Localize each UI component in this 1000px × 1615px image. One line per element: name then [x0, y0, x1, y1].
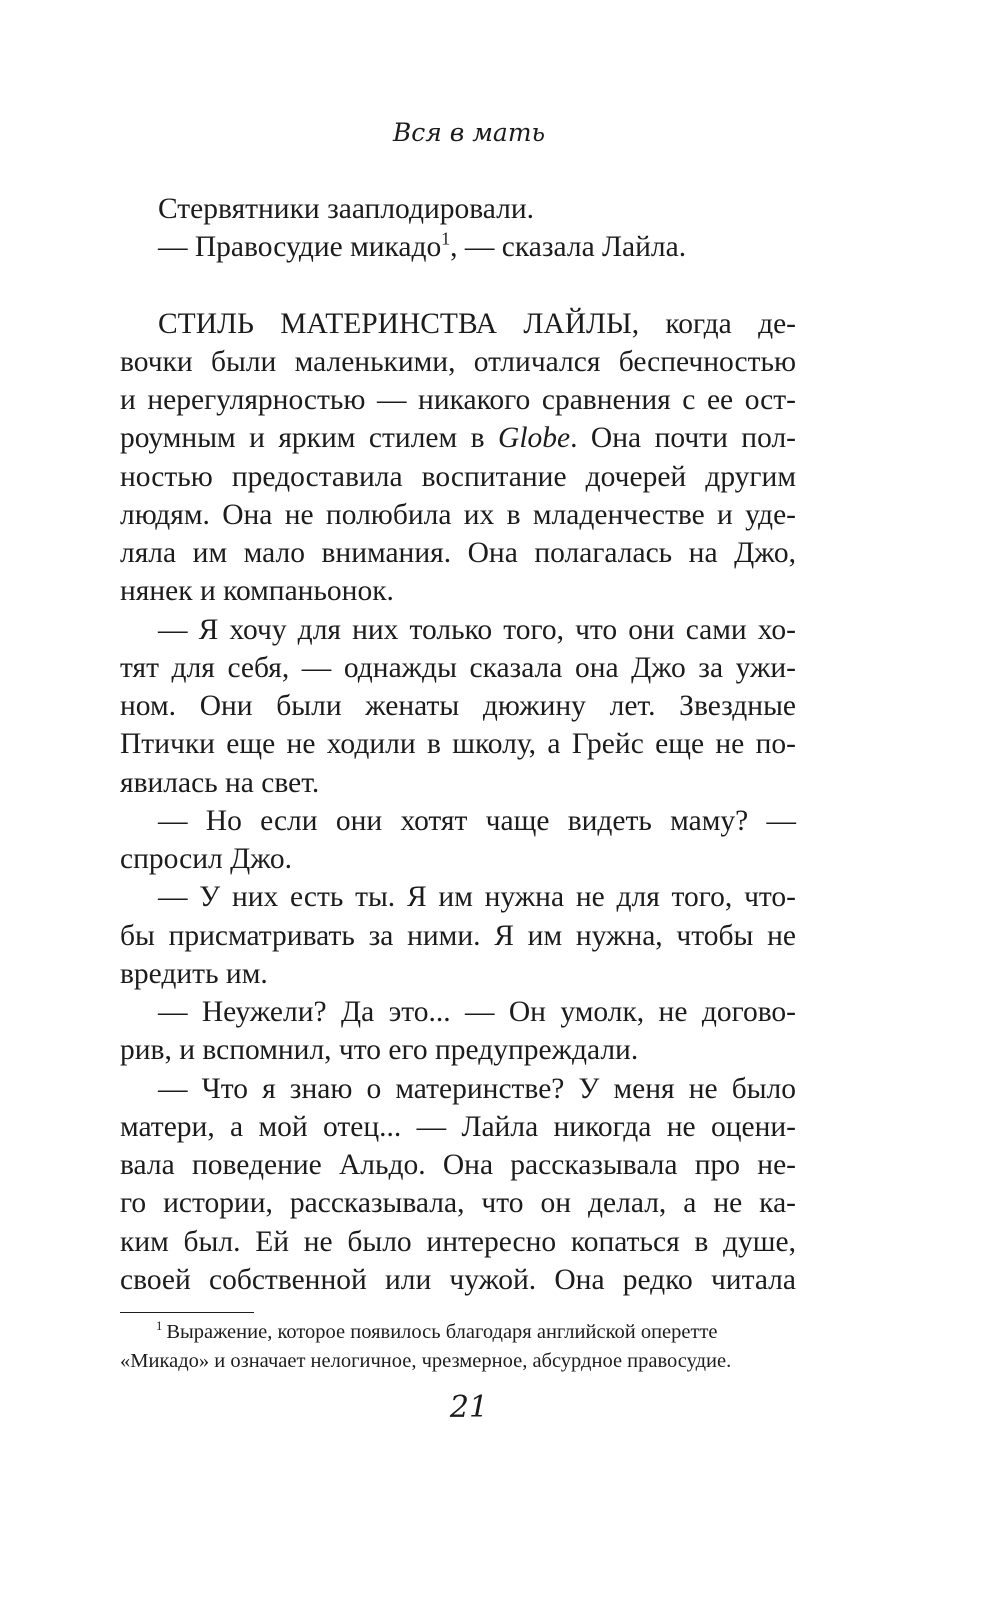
text-line: явилась на свет. — [120, 766, 320, 799]
text-line: вала поведение Альдо. Она рассказывала про не- — [120, 1149, 796, 1181]
text-line: — У них есть ты. Я им нужна не для того, что- — [158, 881, 796, 914]
text-line — [120, 419, 796, 457]
footnote-line — [120, 1318, 796, 1347]
text-line: ностью предоставила воспитание дочерей другим — [120, 460, 796, 493]
text-line: СТИЛЬ МАТЕРИНСТВА ЛАЙЛЫ, когда де- — [158, 307, 796, 340]
text-line: рив, и вспомнил, что его предупреждали. — [120, 1034, 639, 1067]
footnote-marker: 1 — [156, 1319, 163, 1334]
text-line: Стервятники зааплодировали. — [158, 193, 535, 225]
text-line: людям. Она не полюбила их в младенчестве и уде- — [120, 498, 796, 531]
text-segment: , — сказала Лайла. — [450, 231, 687, 264]
text-line: — Неужели? Да это... — Он умолк, не догово- — [158, 996, 796, 1028]
text-line: — Что я знаю о материнстве? У меня не было — [158, 1072, 796, 1105]
section-break — [120, 267, 796, 305]
italic-text: Globe — [498, 422, 571, 455]
footnote-text: Выражение, которое появилось благодаря английской оперетте — [166, 1321, 718, 1343]
text-line: ном. Они были женаты дюжину лет. Звездные — [120, 690, 796, 722]
text-line: вредить им. — [120, 957, 268, 990]
text-line: и нерегулярностью — никакого сравнения с ее ост- — [120, 384, 796, 416]
footnote-divider — [120, 1312, 254, 1313]
text-line: вочки были маленькими, отличался беспечностью — [120, 345, 796, 378]
text-line — [120, 228, 796, 266]
footnote — [120, 1318, 796, 1376]
text-line: Птички еще не ходили в школу, а Грейс еще не по- — [120, 728, 796, 761]
footnote-reference[interactable]: 1 — [441, 228, 451, 249]
running-head: Вся в мать — [392, 118, 546, 147]
text-line: — Я хочу для них только того, что они сами хо- — [158, 613, 796, 646]
text-line: — Но если они хотят чаще видеть маму? — — [158, 804, 796, 837]
text-segment: . Она почти пол- — [570, 422, 796, 455]
text-line: ляла им мало внимания. Она полагалась на Джо, — [120, 537, 796, 569]
page-number: 21 — [449, 1390, 489, 1425]
text-segment: — Правосудие микадо — [158, 231, 442, 264]
text-line: матери, а мой отец... — Лайла никогда не оцени- — [120, 1110, 796, 1143]
text-line: своей собственной или чужой. Она редко читала — [120, 1263, 796, 1296]
text-line: спросил Джо. — [120, 843, 292, 875]
text-line: ким был. Ей не было интересно копаться в душе, — [120, 1225, 796, 1258]
text-line: нянек и компаньонок. — [120, 575, 394, 608]
text-line: бы присматривать за ними. Я им нужна, чтобы не — [120, 919, 796, 952]
footnote-line: «Микадо» и означает нелогичное, чрезмерное, абсурдное правосудие. — [120, 1350, 732, 1372]
text-line: тят для себя, — однажды сказала она Джо за ужи- — [120, 651, 796, 684]
body-text — [120, 190, 796, 1299]
text-segment: роумным и ярким стилем в — [120, 422, 499, 455]
text-line: го истории, рассказывала, что он делал, а не ка- — [120, 1187, 796, 1220]
